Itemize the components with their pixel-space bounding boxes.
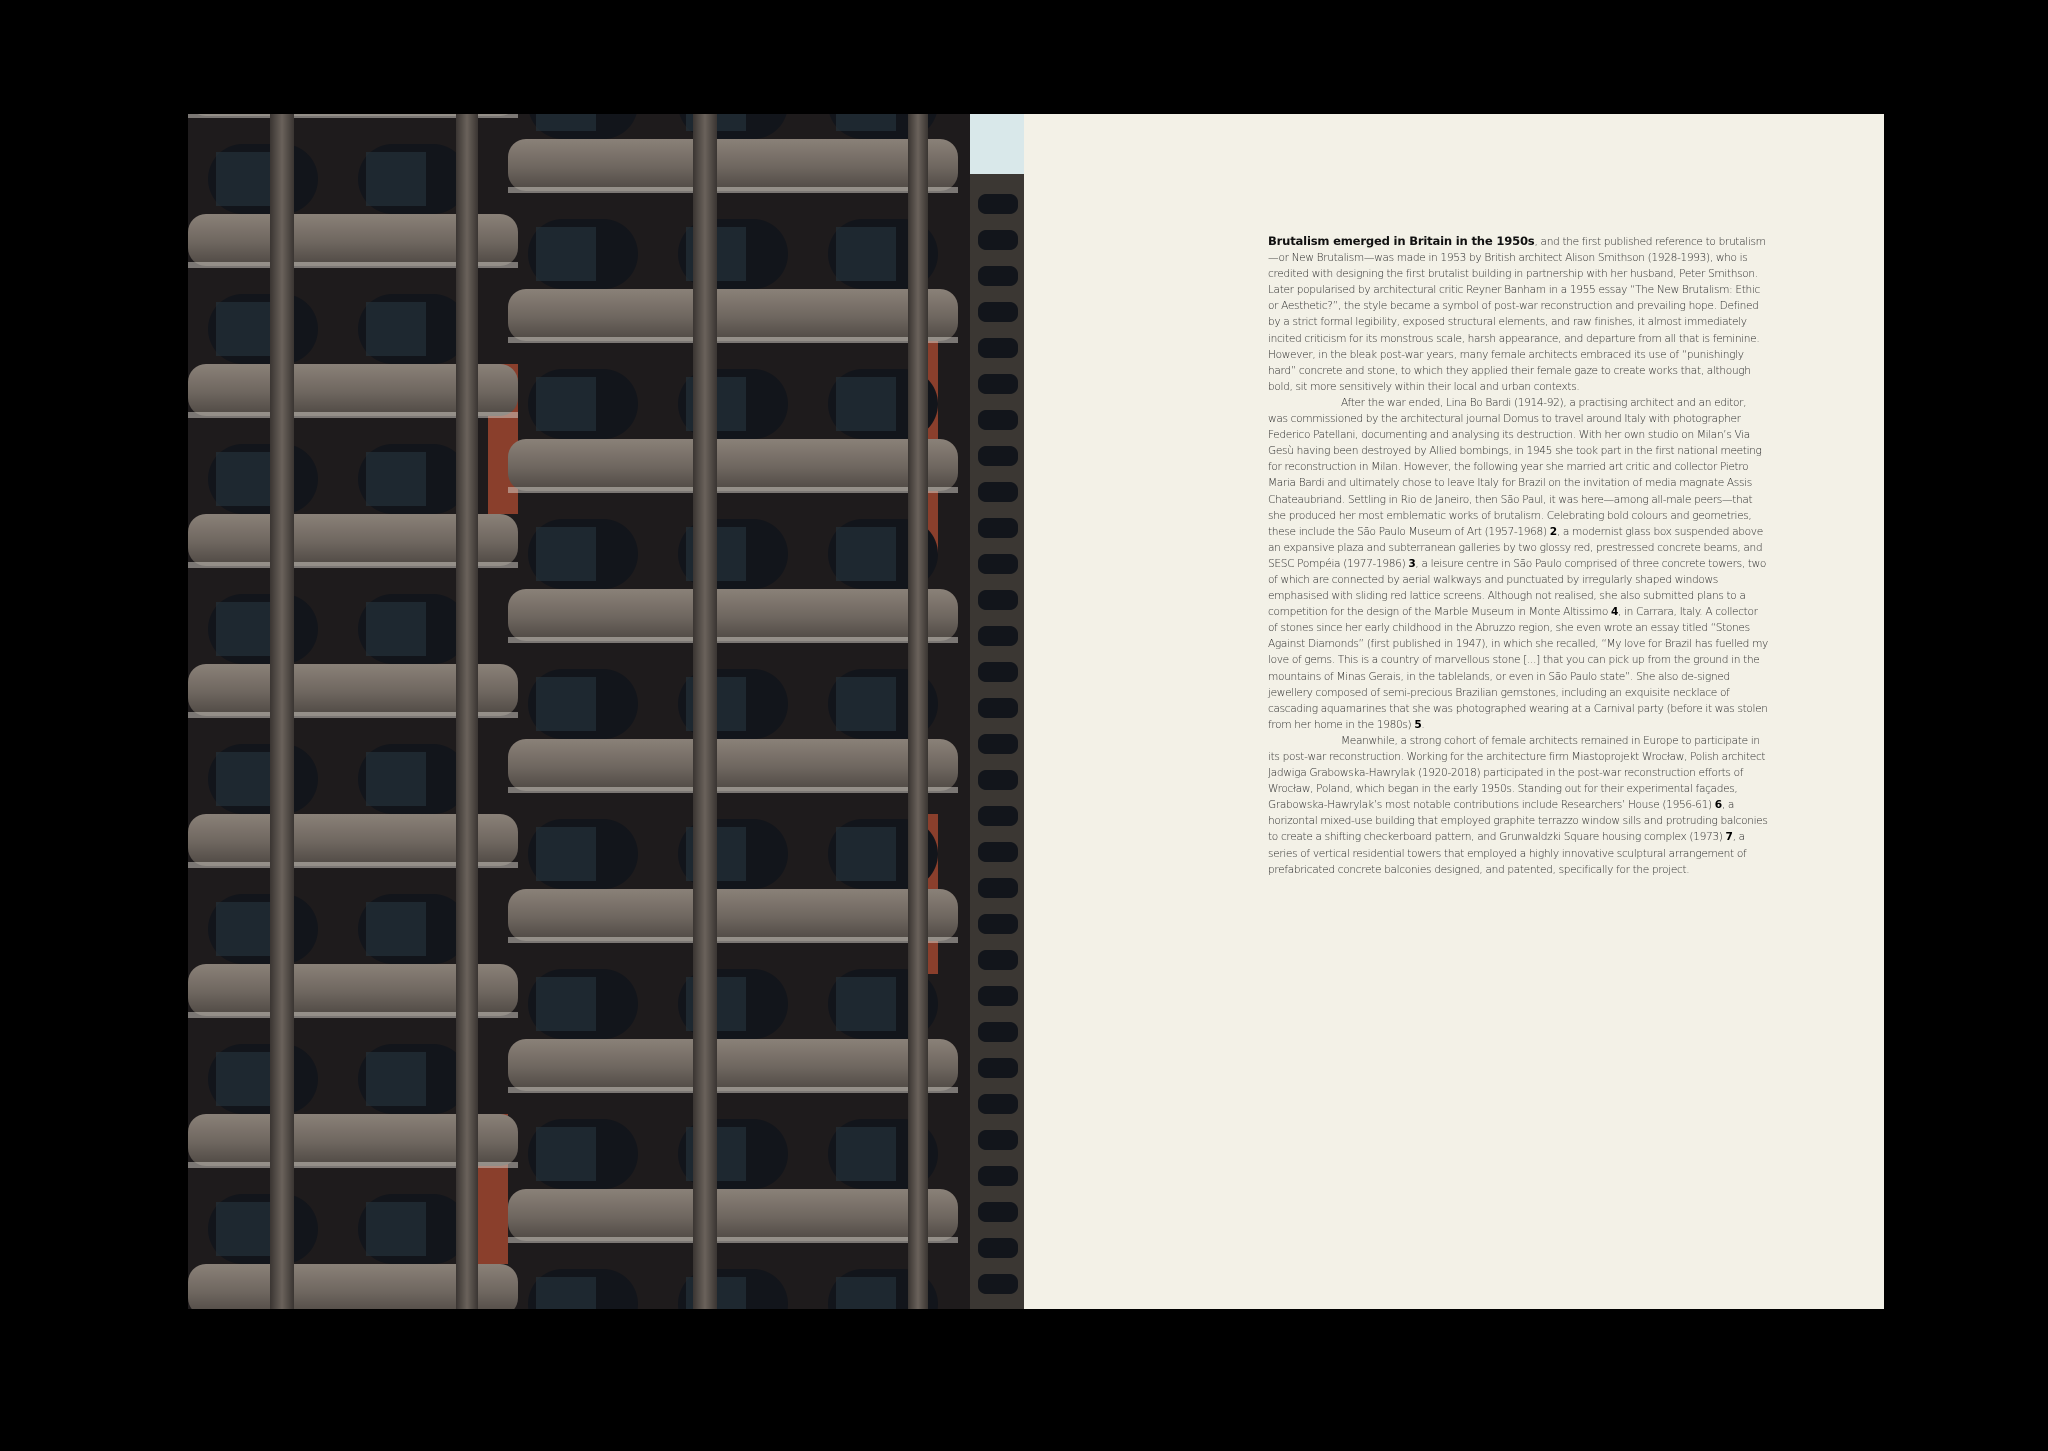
adjacent-tower-window (978, 590, 1018, 610)
adjacent-tower-window (978, 266, 1018, 286)
window-glass (836, 377, 896, 431)
adjacent-tower-window (978, 1022, 1018, 1042)
paragraph-3-text-b: , a horizontal mixed-use building that employed graphite terrazzo window sills and protruding balconies to create a shifting checkerboard pattern, and Grunwaldzki Square housing complex (1973) (1268, 799, 1768, 844)
adjacent-tower-window (978, 554, 1018, 574)
slab-edge-highlight (508, 1087, 958, 1093)
adjacent-tower-window (978, 626, 1018, 646)
balcony-slab (508, 1189, 958, 1241)
slab-edge-highlight (508, 787, 958, 793)
window-glass (216, 1052, 276, 1106)
window-glass (836, 827, 896, 881)
adjacent-tower-window (978, 1238, 1018, 1258)
paragraph-2-text-c: , a leisure centre in São Paulo comprised of three concrete towers, two of which are connected by aerial walkways and punctuated by irregularly shaped windows emphasised with sliding red lattice screens. Although not realised, she also submitted plans to a competition for the design of the Marble Museum in Monte Altissimo (1268, 557, 1767, 619)
window-glass (216, 302, 276, 356)
adjacent-tower-window (978, 230, 1018, 250)
adjacent-tower-window (978, 770, 1018, 790)
window-glass (366, 752, 426, 806)
paragraph-2-text-b: , a modernist glass box suspended above an expansive plaza and subterranean galleries by two glossy red, prestressed concrete beams, and SESC Pompéia (1977-1986) (1268, 525, 1763, 570)
paragraph-3-text-a: Meanwhile, a strong cohort of female architects remained in Europe to participate in its post-war reconstruction. Working for the architecture firm Miastoprojekt Wrocław, Polish architect Jadwiga Grabowska-Hawrylak (1920-2018) participated in the post-war reconstruction efforts of Wrocław, Poland, which began in the early 1950s. Standing out for their experimental façades, Grabowska-Hawrylak’s most notable contributions include Researchers’ House (1956-61) (1268, 734, 1766, 812)
lead-in: Brutalism emerged in Britain in the 1950s (1268, 234, 1535, 248)
slab-edge-highlight (508, 337, 958, 343)
slab-edge-highlight (508, 187, 958, 193)
window-glass (216, 752, 276, 806)
adjacent-tower-window (978, 986, 1018, 1006)
slab-edge-highlight (508, 637, 958, 643)
facade-geometry (188, 114, 1024, 1309)
window-glass (536, 677, 596, 731)
paragraph-1 (1268, 233, 1768, 395)
adjacent-tower-window (978, 806, 1018, 826)
adjacent-tower-window (978, 914, 1018, 934)
paragraph-3 (1268, 733, 1768, 878)
adjacent-tower-window (978, 1166, 1018, 1186)
balcony-slab (508, 589, 958, 641)
slab-edge-highlight (508, 937, 958, 943)
adjacent-tower-window (978, 446, 1018, 466)
window-glass (536, 977, 596, 1031)
concrete-pier (270, 114, 294, 1309)
balcony-slab (508, 439, 958, 491)
balcony-slab (508, 739, 958, 791)
concrete-pier (908, 114, 928, 1309)
window-glass (536, 227, 596, 281)
window-glass (216, 602, 276, 656)
window-glass (836, 1277, 896, 1309)
paragraph-2-text-e: . (1421, 718, 1425, 731)
adjacent-tower-window (978, 1130, 1018, 1150)
balcony-slab (508, 289, 958, 341)
window-glass (216, 452, 276, 506)
window-glass (536, 1127, 596, 1181)
brutalist-facade-photo (188, 114, 1024, 1309)
paragraph-2-text-d: , in Carrara, Italy. A collector of stones since her early childhood in the Abruzzo region, she even wrote an essay titled “Stones Against Diamonds” (first published in 1947), in which she recalled, “My love for Brazil has fuelled my love of gems. This is a country of marvellous stone [...] that you can pick up from the ground in the mountains of Minas Gerais, in the tablelands, or even in São Paulo state”. She also de-signed jewellery composed of semi-precious Brazilian gemstones, including an exquisite necklace of cascading aquamarines that she was photographed wearing at a Carnival party (before it was stolen from her home in the 1980s) (1268, 606, 1768, 731)
paragraph-1-text: , and the first published reference to brutalism—or New Brutalism—was made in 1953 by British architect Alison Smithson (1928-1993), who is credited with designing the first brutalist building in partnership with her husband, Peter Smithson. Later popularised by architectural critic Reyner Banham in a 1955 essay “The New Brutalism: Ethic or Aesthetic?”, the style became a symbol of post-war reconstruction and prevailing hope. Defined by a strict formal legibility, exposed structural elements, and raw finishes, it almost immediately incited criticism for its monstrous scale, harsh appearance, and departure from all that is feminine. However, in the bleak post-war years, many female architects embraced its use of “punishingly hard” concrete and stone, to which they applied their female gaze to create works that, although bold, sit more sensitively within their local and urban contexts. (1268, 236, 1766, 393)
window-glass (366, 1052, 426, 1106)
adjacent-tower-window (978, 338, 1018, 358)
sky-patch (970, 114, 1024, 174)
adjacent-tower-window (978, 698, 1018, 718)
window-glass (536, 114, 596, 131)
window-glass (536, 1277, 596, 1309)
balcony-slab (508, 1039, 958, 1091)
window-glass (536, 377, 596, 431)
adjacent-tower-window (978, 842, 1018, 862)
concrete-pier (456, 114, 478, 1309)
adjacent-tower-window (978, 410, 1018, 430)
figure-ref-3: 3 (1408, 557, 1416, 570)
adjacent-tower-window (978, 194, 1018, 214)
adjacent-tower-window (978, 734, 1018, 754)
text-page (1024, 114, 1884, 1309)
balcony-slab (508, 139, 958, 191)
figure-ref-4: 4 (1611, 606, 1619, 619)
window-glass (366, 302, 426, 356)
adjacent-tower-window (978, 662, 1018, 682)
window-glass (366, 902, 426, 956)
paragraph-2-text-a: After the war ended, Lina Bo Bardi (1914-92), a practising architect and an editor, was commissioned by the architectural journal Domus to travel around Italy with photographer Federico Patellani, documenting and analysing its destruction. With her own studio on Milan’s Via Gesù having been destroyed by Allied bombings, in 1945 she took part in the first national meeting for reconstruction in Milan. However, the following year she married art critic and collector Pietro Maria Bardi and ultimately chose to leave Italy for Brazil on the invitation of media magnate Assis Chateaubriand. Settling in Rio de Janeiro, then São Paul, it was here—among all-male peers—that she produced her most emblematic works of brutalism. Celebrating bold colours and geometries, these include the São Paulo Museum of Art (1957-1968) (1268, 396, 1762, 538)
window-glass (366, 602, 426, 656)
adjacent-tower-window (978, 1274, 1018, 1294)
figure-ref-6: 6 (1714, 799, 1722, 812)
slab-edge-highlight (508, 1237, 958, 1243)
paragraph-3-text-c: , a series of vertical residential towers that employed a highly innovative sculptural arrangement of prefabricated concrete balconies designed, and patented, specifically for the project. (1268, 831, 1747, 876)
adjacent-tower-window (978, 1058, 1018, 1078)
window-glass (836, 977, 896, 1031)
window-glass (366, 452, 426, 506)
figure-ref-7: 7 (1725, 831, 1733, 844)
window-glass (836, 114, 896, 131)
adjacent-tower-window (978, 878, 1018, 898)
window-glass (536, 527, 596, 581)
window-glass (216, 152, 276, 206)
balcony-slab (508, 889, 958, 941)
adjacent-tower-window (978, 950, 1018, 970)
window-glass (836, 227, 896, 281)
window-glass (216, 902, 276, 956)
slab-edge-highlight (508, 487, 958, 493)
adjacent-tower-window (978, 518, 1018, 538)
adjacent-tower-window (978, 1094, 1018, 1114)
window-glass (536, 827, 596, 881)
window-glass (366, 1202, 426, 1256)
figure-ref-2: 2 (1549, 525, 1557, 538)
window-glass (836, 677, 896, 731)
figure-ref-5: 5 (1414, 718, 1422, 731)
adjacent-tower-window (978, 302, 1018, 322)
adjacent-tower-window (978, 1202, 1018, 1222)
adjacent-tower-window (978, 482, 1018, 502)
window-glass (836, 527, 896, 581)
facade-photo (188, 114, 1024, 1309)
window-glass (216, 1202, 276, 1256)
window-glass (836, 1127, 896, 1181)
body-text-column (1268, 233, 1768, 878)
adjacent-tower-window (978, 374, 1018, 394)
concrete-pier (693, 114, 717, 1309)
window-glass (366, 152, 426, 206)
paragraph-2 (1268, 395, 1768, 733)
